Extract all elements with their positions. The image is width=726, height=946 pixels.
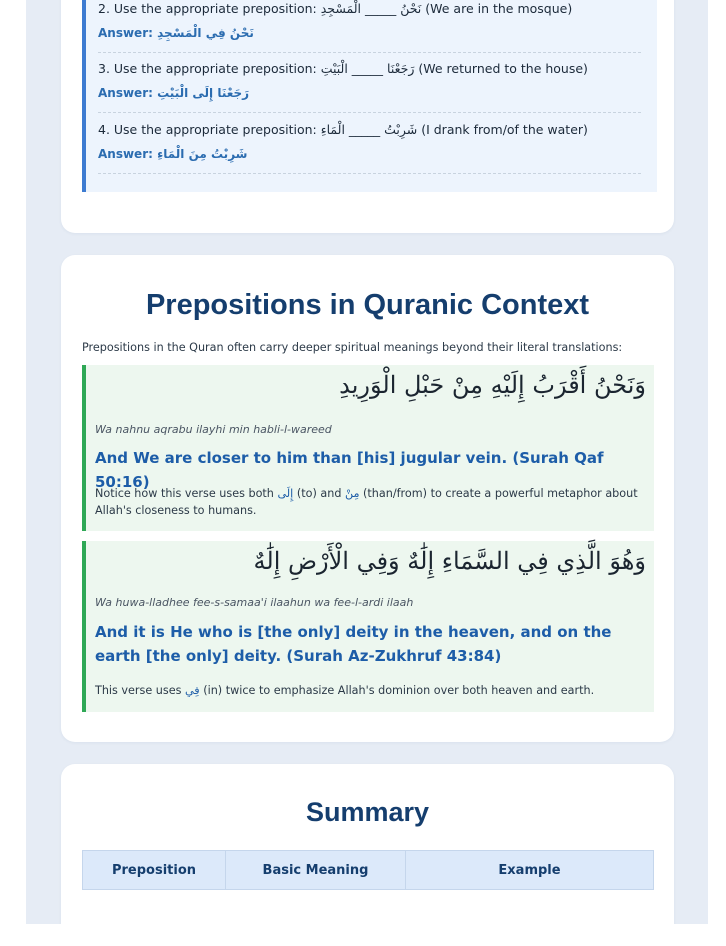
verse-transliteration: Wa nahnu aqrabu ilayhi min habli-l-wareed [95,423,332,436]
verse-box [82,541,654,712]
verse-note: This verse uses فِي (in) twice to emphasize Allah's dominion over both heaven and earth. [95,684,595,697]
summary-header-meaning: Basic Meaning [226,851,406,890]
exercises-card [61,0,674,233]
verse-note: Notice how this verse uses both إِلَى (to) and مِنْ (than/from) to create a powerful metaphor about Allah's closeness to humans. [95,487,638,517]
exercise-answer: Answer: رَجَعْنَا إِلَى الْبَيْتِ [98,86,250,100]
verse-arabic: وَهُوَ الَّذِي فِي السَّمَاءِ إِلَٰهٌ وَفِي الْأَرْضِ إِلَٰهٌ [253,547,646,575]
exercise-item [98,121,641,174]
exercise-answer: Answer: نَحْنُ فِي الْمَسْجِدِ [98,26,254,40]
verse-transliteration: Wa huwa-lladhee fee-s-samaa'i ilaahun wa fee-l-ardi ilaah [95,596,414,609]
exercise-list [82,0,657,192]
quranic-section-title: Prepositions in Quranic Context [145,289,590,321]
quranic-context-card [61,255,674,742]
summary-header-preposition: Preposition [83,851,226,890]
page-background [26,0,708,924]
quranic-intro: Prepositions in the Quran often carry deeper spiritual meanings beyond their literal translations: [82,341,623,354]
verse-translation: And We are closer to him than [his] jugular vein. (Surah Qaf 50:16) [95,449,604,491]
summary-header-example: Example [406,851,654,890]
verse-translation: And it is He who is [the only] deity in the heaven, and on the earth [the only] deity. (Surah Az-Zukhruf 43:84) [95,623,612,665]
exercise-item [98,0,641,53]
summary-table [82,850,654,890]
exercise-question: 4. Use the appropriate preposition: شَرِبْتُ _____ الْمَاءِ (I drank from/of the water) [98,122,588,137]
summary-title: Summary [305,797,430,827]
exercise-question: 3. Use the appropriate preposition: رَجَعْنَا _____ الْبَيْتِ (We returned to the house) [98,61,588,76]
exercise-item [98,60,641,113]
summary-card [61,764,674,924]
exercise-question: 2. Use the appropriate preposition: نَحْنُ _____ الْمَسْجِدِ (We are in the mosque) [98,1,573,16]
verse-box [82,365,654,531]
verse-arabic: وَنَحْنُ أَقْرَبُ إِلَيْهِ مِنْ حَبْلِ الْوَرِيدِ [339,371,646,399]
exercise-answer: Answer: شَرِبْتُ مِنَ الْمَاءِ [98,147,248,161]
summary-header-row [83,851,654,890]
